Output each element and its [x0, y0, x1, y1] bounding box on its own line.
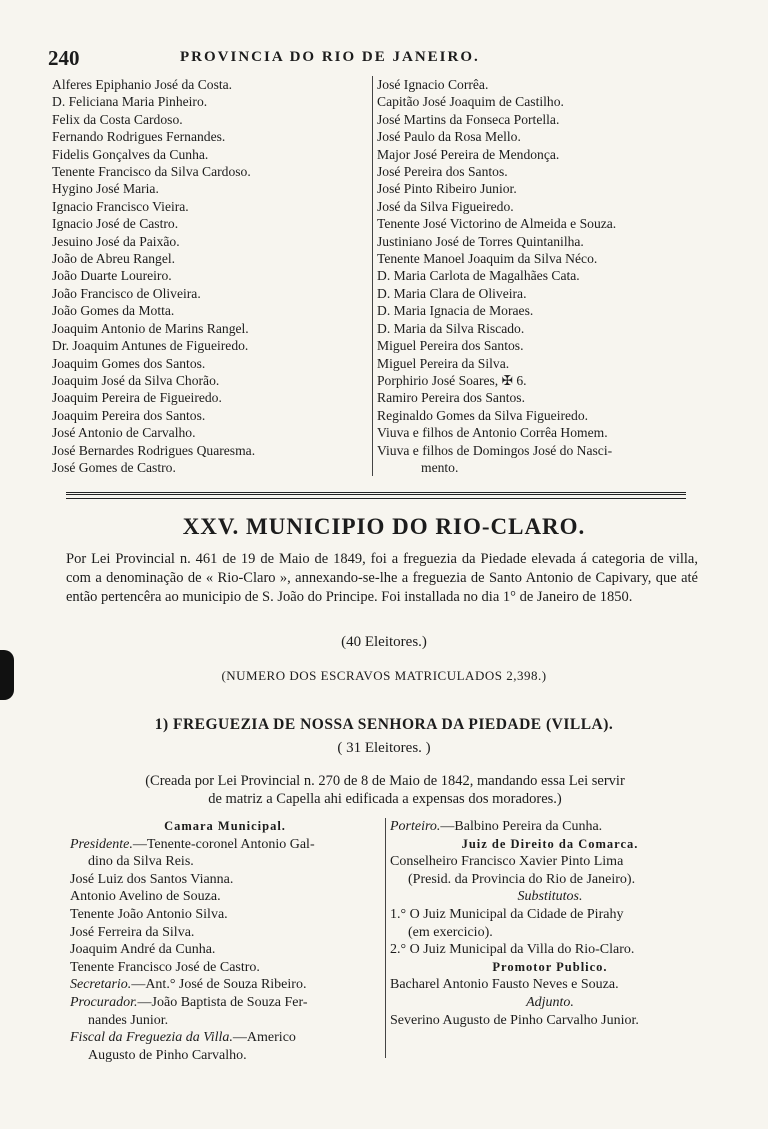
presidente-entry	[70, 836, 380, 854]
list-item: Miguel Pereira dos Santos.	[377, 338, 524, 354]
role-label: Secretario.	[70, 977, 132, 993]
left-name-column	[52, 76, 362, 476]
list-item: Joaquim Pereira de Figueiredo.	[52, 390, 222, 406]
procurador-entry	[70, 994, 380, 1012]
list-item: José Paulo da Rosa Mello.	[377, 129, 521, 145]
list-item: Tenente Francisco da Silva Cardoso.	[52, 164, 251, 180]
escravos-count: (NUMERO DOS ESCRAVOS MATRICULADOS 2,398.)	[221, 668, 547, 683]
list-item: Tenente Manoel Joaquim da Silva Néco.	[377, 251, 598, 267]
juiz-name: Conselheiro Francisco Xavier Pinto Lima	[390, 854, 624, 870]
running-title: PROVINCIA DO RIO DE JANEIRO.	[180, 49, 480, 65]
list-item: Ignacio Francisco Vieira.	[52, 198, 189, 214]
list-item: Tenente João Antonio Silva.	[70, 906, 228, 922]
secretario-entry	[70, 976, 380, 994]
section-divider	[66, 492, 686, 497]
page-header	[48, 46, 698, 70]
role-value: —Americo	[232, 1030, 296, 1046]
role-value: —João Baptista de Souza Fer-	[137, 994, 308, 1010]
entry-continuation: Augusto de Pinho Carvalho.	[88, 1047, 247, 1063]
list-item: Porphirio José Soares, ✠ 6.	[377, 372, 527, 388]
fiscal-entry	[70, 1029, 380, 1047]
role-label: Fiscal da Freguezia da Villa.	[70, 1030, 233, 1046]
porteiro-entry	[390, 818, 710, 836]
list-item: D. Maria Ignacia de Moraes.	[377, 303, 534, 319]
role-label: Porteiro.	[390, 819, 441, 834]
list-item: Dr. Joaquim Antunes de Figueiredo.	[52, 338, 249, 354]
list-item: Capitão José Joaquim de Castilho.	[377, 94, 564, 110]
entry-continuation: (em exercicio).	[408, 924, 493, 940]
list-item: Ramiro Pereira dos Santos.	[377, 390, 525, 406]
list-item: D. Feliciana Maria Pinheiro.	[52, 94, 208, 110]
list-item: Joaquim André da Cunha.	[70, 942, 216, 958]
camara-municipal-column	[70, 818, 380, 1064]
role-value: —Balbino Pereira da Cunha.	[440, 819, 603, 834]
list-item: Jesuino José da Paixão.	[52, 233, 180, 249]
role-value: —Ant.° José de Souza Ribeiro.	[131, 977, 307, 993]
list-item: Viuva e filhos de Antonio Corrêa Homem.	[377, 425, 608, 441]
promotor-heading: Promotor Publico.	[492, 959, 608, 974]
right-name-column	[372, 76, 697, 476]
substitutos-heading: Substitutos.	[517, 889, 583, 905]
creation-note-line: (Creada por Lei Provincial n. 270 de 8 de Maio de 1842, mandando essa Lei servir	[145, 773, 625, 789]
list-item: José Pereira dos Santos.	[377, 164, 508, 180]
list-item-continuation: mento.	[421, 459, 459, 475]
list-item: Alferes Epiphanio José da Costa.	[52, 77, 233, 92]
role-value: —Tenente-coronel Antonio Gal-	[132, 836, 315, 852]
list-item: João Gomes da Motta.	[52, 303, 175, 319]
freguezia-title: 1) FREGUEZIA DE NOSSA SENHORA DA PIEDADE (VILLA).	[154, 716, 614, 733]
list-item: José Martins da Fonseca Portella.	[377, 111, 560, 127]
list-item: Joaquim José da Silva Chorão.	[52, 372, 220, 388]
list-item: D. Maria Clara de Oliveira.	[377, 285, 527, 301]
list-item: Reginaldo Gomes da Silva Figueiredo.	[377, 407, 589, 423]
list-item: Felix da Costa Cardoso.	[52, 111, 183, 127]
page-number: 240	[48, 46, 80, 70]
municipio-title: XXV. MUNICIPIO DO RIO-CLARO.	[182, 514, 586, 539]
list-item: Joaquim Pereira dos Santos.	[52, 407, 206, 423]
list-item: João Duarte Loureiro.	[52, 268, 172, 284]
list-item: 1.° O Juiz Municipal da Cidade de Pirahy	[390, 906, 624, 922]
freguezia-eleitores: ( 31 Eleitores. )	[337, 740, 431, 756]
list-item: Tenente José Victorino de Almeida e Souza.	[377, 216, 617, 232]
freguezia-creation-note	[70, 772, 700, 808]
list-item: Viuva e filhos de Domingos José do Nasci-	[377, 442, 613, 458]
promotor-name: Bacharel Antonio Fausto Neves e Souza.	[390, 977, 619, 993]
camara-heading: Camara Municipal.	[164, 819, 286, 833]
list-item: José Luiz dos Santos Vianna.	[70, 871, 234, 887]
entry-continuation: nandes Junior.	[88, 1012, 169, 1028]
list-item: Hygino José Maria.	[52, 181, 159, 197]
list-item: Fernando Rodrigues Fernandes.	[52, 129, 226, 145]
entry-continuation: (Presid. da Provincia do Rio de Janeiro).	[408, 871, 636, 887]
list-item: Tenente Francisco José de Castro.	[70, 959, 260, 975]
list-item: D. Maria da Silva Riscado.	[377, 320, 525, 336]
adjunto-name: Severino Augusto de Pinho Carvalho Junior.	[390, 1012, 639, 1028]
entry-continuation: dino da Silva Reis.	[88, 854, 194, 870]
juiz-heading: Juiz de Direito da Comarca.	[461, 836, 639, 851]
list-item: José Ferreira da Silva.	[70, 924, 195, 940]
role-label: Procurador.	[70, 994, 138, 1010]
municipio-paragraph: Por Lei Provincial n. 461 de 19 de Maio de 1849, foi a freguezia da Piedade elevada á categoria de villa, com a denominação de « Rio-Claro », annexando-se-lhe a freguezia de Santo Antonio de Capivary, que até então pertencêra ao municipio de S. João do Principe. Foi installada no dia 1° de Janeiro de 1850.	[66, 551, 698, 605]
list-item: Fidelis Gonçalves da Cunha.	[52, 146, 209, 162]
list-item: Antonio Avelino de Souza.	[70, 889, 221, 905]
list-item: João de Abreu Rangel.	[52, 251, 176, 267]
list-item: José Antonio de Carvalho.	[52, 425, 196, 441]
creation-note-line: de matriz a Capella ahi edificada a expensas dos moradores.)	[208, 791, 562, 807]
list-item: Miguel Pereira da Silva.	[377, 355, 510, 371]
list-item: Joaquim Antonio de Marins Rangel.	[52, 320, 249, 336]
list-item: José Bernardes Rodrigues Quaresma.	[52, 442, 256, 458]
list-item: José Ignacio Corrêa.	[377, 77, 489, 92]
section-divider-thin	[66, 498, 686, 499]
list-item: José Pinto Ribeiro Junior.	[377, 181, 517, 197]
list-item: João Francisco de Oliveira.	[52, 285, 201, 301]
list-item: José Gomes de Castro.	[52, 459, 176, 475]
list-item: José da Silva Figueiredo.	[377, 198, 514, 214]
list-item: Joaquim Gomes dos Santos.	[52, 355, 206, 371]
list-item: Ignacio José de Castro.	[52, 216, 179, 232]
list-item: 2.° O Juiz Municipal da Villa do Rio-Claro.	[390, 942, 635, 958]
adjunto-heading: Adjunto.	[526, 994, 574, 1010]
list-item: Major José Pereira de Mendonça.	[377, 146, 560, 162]
list-item: Justiniano José de Torres Quintanilha.	[377, 233, 584, 249]
judiciary-column	[385, 818, 710, 1058]
list-item: D. Maria Carlota de Magalhães Cata.	[377, 268, 580, 284]
role-label: Presidente.	[70, 836, 133, 852]
municipio-eleitores: (40 Eleitores.)	[341, 634, 427, 650]
